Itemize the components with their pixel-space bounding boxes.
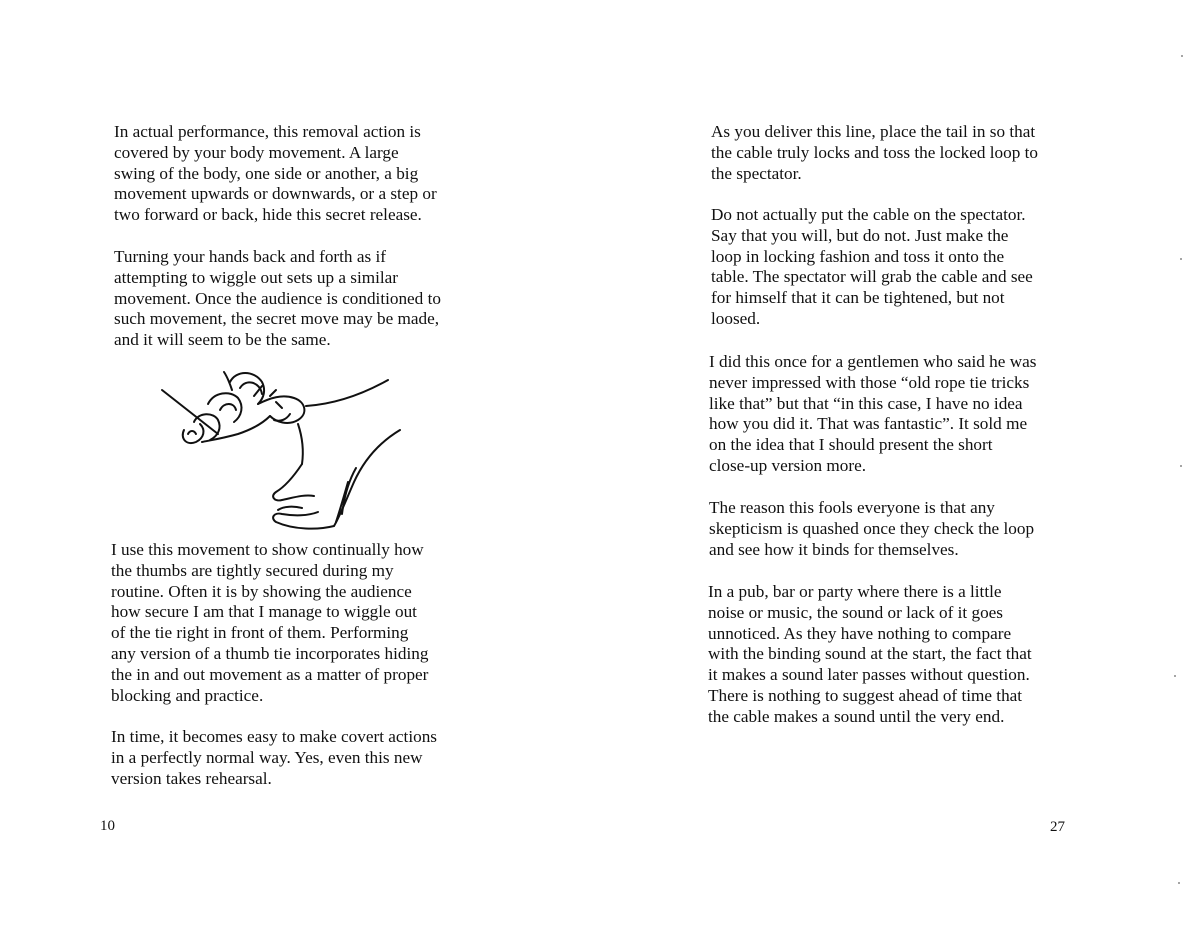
right-page xyxy=(598,0,1197,932)
left-paragraph-1: In actual performance, this removal action is covered by your body movement. A large swing of the body, one side or another, a big movement upwards or downwards, or a step or two forward or back, hide this secret release. xyxy=(114,122,437,225)
thumb-tie-hands-illustration xyxy=(158,364,408,534)
right-paragraph-4: The reason this fools everyone is that any skepticism is quashed once they check the loop and see how it binds for themselves. xyxy=(709,498,1035,559)
left-page xyxy=(0,0,598,932)
right-paragraph-5: In a pub, bar or party where there is a little noise or music, the sound or lack of it goes unnoticed. As they have nothing to compare with the binding sound at the start, the fact that it makes a sound later passes without question. There is nothing to suggest ahead of time that the cable makes a sound until the very end. xyxy=(708,582,1032,726)
left-page-number: 10 xyxy=(100,818,115,834)
scan-speck xyxy=(1174,675,1176,677)
left-paragraph-2: Turning your hands back and forth as if attempting to wiggle out sets up a similar movement. Once the audience is conditioned to such movement, the secret move may be made, and it will seem to be the same. xyxy=(114,247,441,350)
right-paragraph-3: I did this once for a gentlemen who said he was never impressed with those “old rope tie tricks like that” but that “in this case, I have no idea how you did it. That was fantastic”. It sold me on the idea that I should present the short close-up version more. xyxy=(709,352,1037,475)
scan-speck xyxy=(1180,465,1182,467)
right-paragraph-1: As you deliver this line, place the tail in so that the cable truly locks and toss the locked loop to the spectator. xyxy=(711,122,1038,183)
right-paragraph-2: Do not actually put the cable on the spectator. Say that you will, but do not. Just make the loop in locking fashion and toss it onto the table. The spectator will grab the cable and see for himself that it can be tightened, but not loosed. xyxy=(711,205,1033,328)
scan-speck xyxy=(1181,55,1183,57)
left-paragraph-3: I use this movement to show continually how the thumbs are tightly secured during my routine. Often it is by showing the audience how secure I am that I manage to wiggle out of the tie right in front of them. Performing any version of a thumb tie incorporates hiding the in and out movement as a matter of proper blocking and practice. xyxy=(111,540,429,705)
left-paragraph-4: In time, it becomes easy to make covert actions in a perfectly normal way. Yes, even this new version takes rehearsal. xyxy=(111,727,437,788)
scan-speck xyxy=(1180,258,1182,260)
right-page-number: 27 xyxy=(1050,819,1065,835)
scan-speck xyxy=(1178,882,1180,884)
